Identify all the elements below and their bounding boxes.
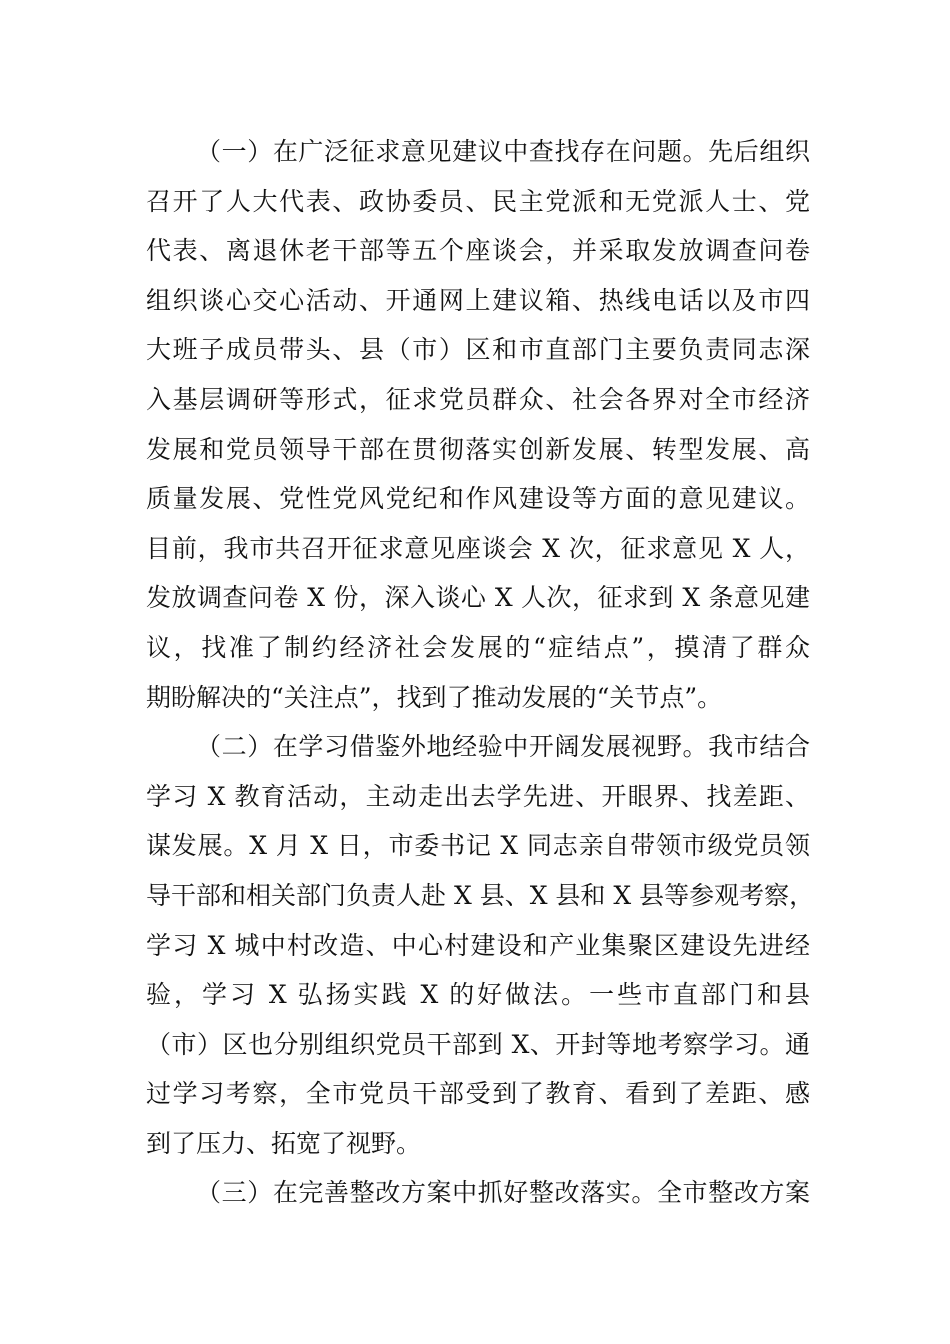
paragraph-line: 发放调查问卷 X 份，深入谈心 X 人次，征求到 X 条意见建 [146,583,810,613]
paragraph-line: 过学习考察，全市党员干部受到了教育、看到了差距、感 [146,1079,810,1109]
paragraph-line: 大班子成员带头、县（市）区和市直部门主要负责同志深 [146,335,810,365]
paragraph-line: （一）在广泛征求意见建议中查找存在问题。先后组织 [196,137,810,166]
paragraph-line: 学习 X 城中村改造、中心村建设和产业集聚区建设先进经 [146,930,810,960]
paragraph-line: 谋发展。X 月 X 日，市委书记 X 同志亲自带领市级党员领 [146,831,810,861]
paragraph-line: 学习 X 教育活动，主动走出去学先进、开眼界、找差距、 [146,781,810,811]
paragraph-line: 召开了人大代表、政协委员、民主党派和无党派人士、党 [146,186,810,216]
paragraph-line: 质量发展、党性党风党纪和作风建设等方面的意见建议。 [146,484,810,514]
paragraph-line: （三）在完善整改方案中抓好整改落实。全市整改方案 [196,1178,810,1208]
paragraph-line: 期盼解决的“关注点”，找到了推动发展的“关节点”。 [146,682,723,712]
paragraph-line: 入基层调研等形式，征求党员群众、社会各界对全市经济 [146,384,810,414]
paragraph-line: （市）区也分别组织党员干部到 X、开封等地考察学习。通 [146,1029,810,1059]
paragraph-line: 到了压力、拓宽了视野。 [146,1128,422,1158]
paragraph-line: 组织谈心交心活动、开通网上建议箱、热线电话以及市四 [146,285,810,315]
paragraph-2 [146,722,815,1168]
document-body [146,127,815,1218]
paragraph-line: 代表、离退休老干部等五个座谈会，并采取发放调查问卷 [146,236,810,266]
paragraph-line: 验，学习 X 弘扬实践 X 的好做法。一些市直部门和县 [146,980,810,1010]
paragraph-line: 导干部和相关部门负责人赴 X 县、X 县和 X 县等参观考察， [146,880,815,910]
paragraph-1 [146,127,810,722]
paragraph-3 [146,1168,810,1218]
paragraph-line: 议，找准了制约经济社会发展的“症结点”，摸清了群众 [146,632,810,662]
paragraph-line: 发展和党员领导干部在贯彻落实创新发展、转型发展、高 [146,434,810,464]
paragraph-line: （二）在学习借鉴外地经验中开阔发展视野。我市结合 [196,732,810,762]
paragraph-line: 目前，我市共召开征求意见座谈会 X 次，征求意见 X 人， [146,533,810,563]
